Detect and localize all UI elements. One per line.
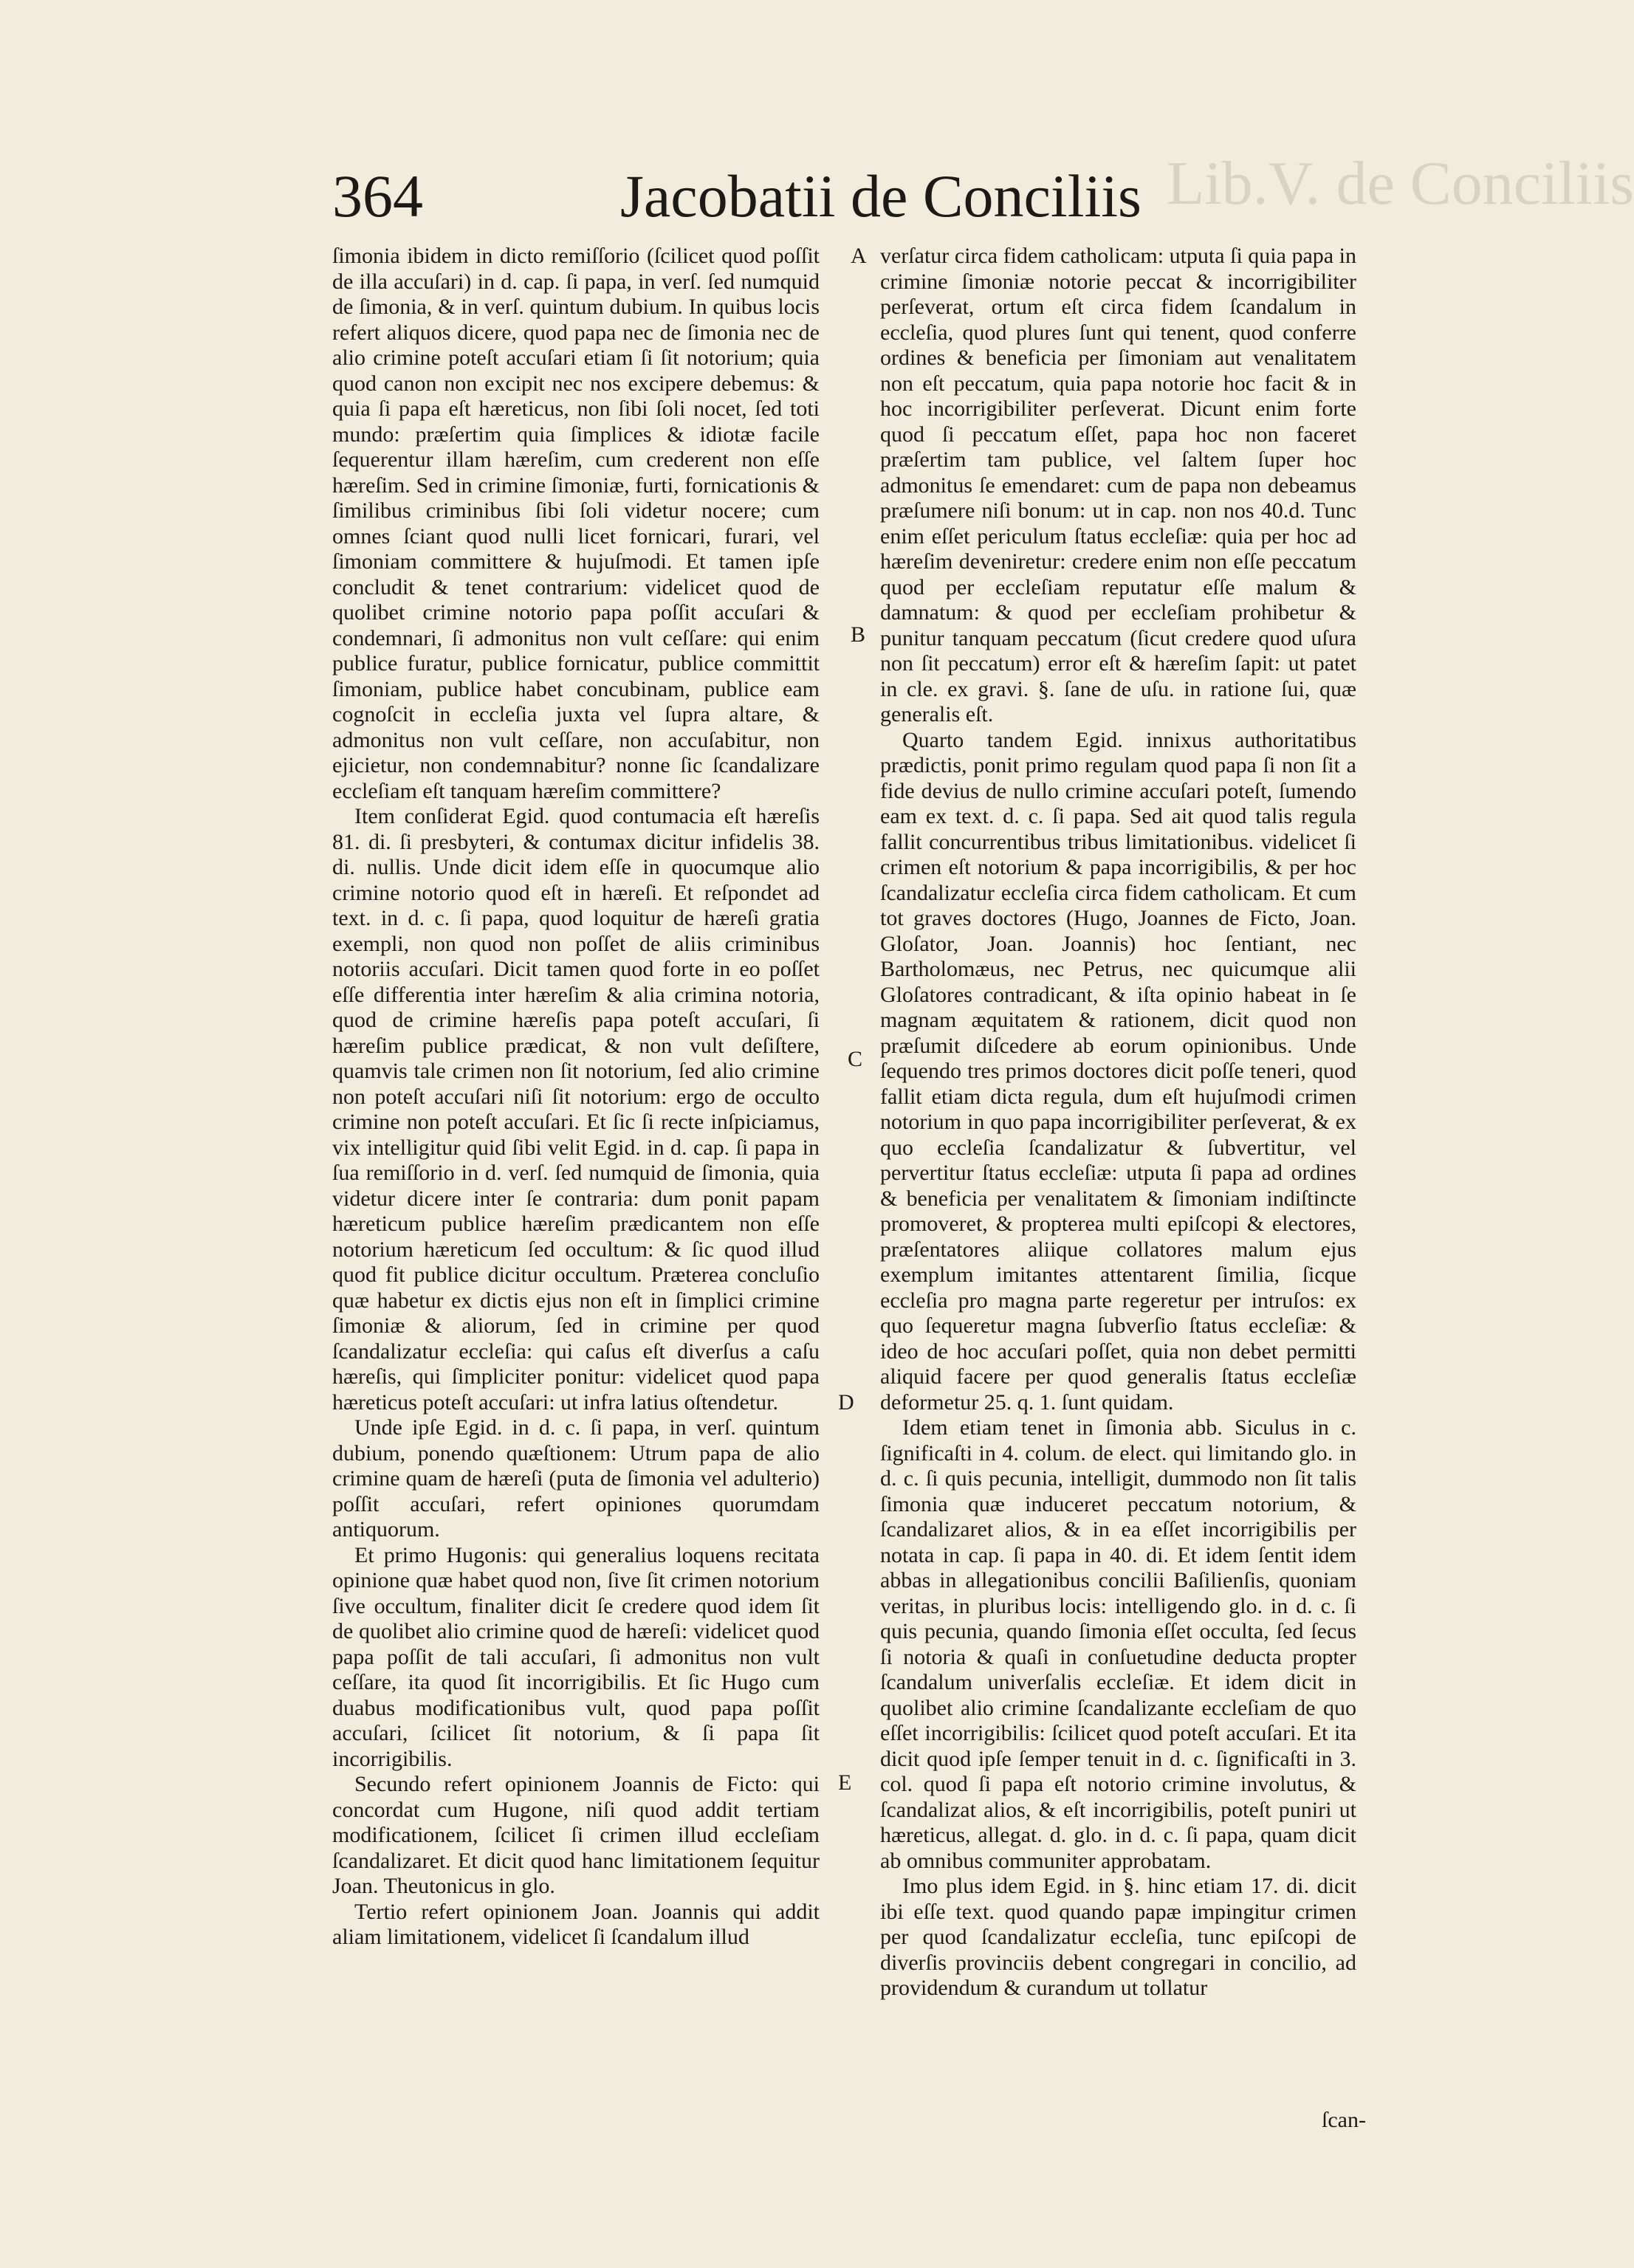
paragraph: Et primo Hugonis: qui generalius loquens recitata opinione quæ habet quod non, ſive ſit crimen notorium ſive occultum, finaliter dicit ſe credere quod idem ſit de quolibet alio crimine quod de hæreſi: videlicet quod papa poſſit de tali accuſari, ſi admonitus non vult ceſſare, ita quod ſit incorrigibilis. Et ſic Hugo cum duabus modificationibus vult, quod papa poſſit accuſari, ſcilicet ſit notorium, & ſi papa ſit incorrigibilis. — [332, 1542, 820, 1771]
margin-marker-b: B — [851, 622, 866, 647]
paragraph: verſatur circa fidem catholicam: utputa ſi quia papa in crimine ſimoniæ notorie peccat & incorrigibiliter perſeverat, ortum eſt circa fidem ſcandalum in eccleſia, quod plures ſunt qui tenent, quod conferre ordines & beneficia per ſimoniam aut venalitatem non eſt peccatum, quia papa notorie hoc facit & in hoc incorrigibiliter perſeverat. Dicunt enim forte quod ſi peccatum eſſet, papa hoc non faceret præſertim tam publice, vel ſaltem ſuper hoc admonitus ſe emendaret: cum de papa non debeamus præſumere niſi bonum: ut in cap. non nos 40.d. Tunc enim eſſet periculum ſtatus eccleſiæ: quia per hoc ad hæreſim deveniretur: credere enim non eſſe peccatum quod per eccleſiam reputatur eſſe malum & damnatum: & quod per eccleſiam prohibetur & punitur tanquam peccatum (ſicut credere quod uſura non ſit peccatum) error eſt & hæreſim ſapit: ut patet in cle. ex gravi. §. ſane de uſu. in ratione ſui, quæ generalis eſt. — [880, 244, 1356, 726]
paragraph: Imo plus idem Egid. in §. hinc etiam 17. di. dicit ibi eſſe text. quod quando papæ impingitur crimen per quod ſcandalizatur eccleſia, tunc epiſcopi de diverſis provinciis debent congregari in concilio, ad providendum & curandum ut tollatur — [880, 1874, 1356, 2000]
left-column — [332, 244, 820, 1951]
catchword: ſcan- — [1322, 2108, 1366, 2132]
paragraph: Item conſiderat Egid. quod contumacia eſt hæreſis 81. di. ſi presbyteri, & contumax dicitur infidelis 38. di. nullis. Unde dicit idem eſſe in quocumque alio crimine notorio quod eſt in hæreſi. Et reſpondet ad text. in d. c. ſi papa, quod loquitur de hæreſi gratia exempli, non quod non poſſet de aliis criminibus notoriis accuſari. Dicit tamen quod forte in eo poſſet eſſe differentia inter hæreſim & alia crimina notoria, quod de crimine hæreſis papa poteſt accuſari, ſi hæreſim publice prædicat, & non vult deſiſtere, quamvis tale crimen non ſit notorium, ſed alio crimine non poteſt accuſari niſi ſit notorium: ergo de occulto crimine non poteſt accuſari. Et ſic ſi recte inſpiciamus, vix intelligitur quid ſibi velit Egid. in d. cap. ſi papa in ſua remiſſorio in d. verſ. ſed numquid de ſimonia, quia videtur dicere inter ſe contraria: dum ponit papam hæreticum publice hæreſim prædicantem non eſſe notorium hæreticum ſed occultum: & ſic quod illud quod fit publice dicitur occultum. Præterea concluſio quæ habetur ex dictis ejus non eſt in ſimplici crimine ſimoniæ & aliorum, ſed in crimine per quod ſcandalizatur eccleſia: qui caſus eſt diverſus a caſu hæreſis, qui ſimpliciter ponitur: videlicet quod papa hæreticus poteſt accuſari: ut infra latius oſtendetur. — [332, 804, 820, 1415]
show-through-title: Lib.V. de Conciliis — [1167, 149, 1634, 218]
paragraph: Idem etiam tenet in ſimonia abb. Siculus in c. ſignificaſti in 4. colum. de elect. qui limitando glo. in d. c. ſi quis pecunia, intelligit, dummodo non ſit talis ſimonia quæ induceret peccatum notorium, & ſcandalizaret alios, & in ea eſſet incorrigibilis per notata in cap. ſi papa in 40. di. Et idem ſentit idem abbas in allegationibus concilii Baſilienſis, quoniam veritas, in pluribus locis: intelligendo glo. in d. c. ſi quis pecunia, quando ſimonia eſſet occulta, ſed ſecus ſi notoria & quaſi in conſuetudine deducta propter ſcandalum univerſalis eccleſiæ. Et idem dicit in quolibet alio crimine ſcandalizante eccleſiam de quo eſſet incorrigibilis: ſcilicet quod poteſt accuſari. Et ita dicit quod ipſe ſemper tenuit in d. c. ſignificaſti in 3. col. quod ſi papa eſt notorio crimine involutus, & ſcandalizat alios, & eſt incorrigibilis, poteſt puniri ut hæreticus, allegat. d. glo. in d. c. ſi papa, quam dicit ab omnibus communiter approbatam. — [880, 1415, 1356, 1873]
paragraph: ſimonia ibidem in dicto remiſſorio (ſcilicet quod poſſit de illa accuſari) in d. cap. ſi papa, in verſ. ſed numquid de ſimonia, & in verſ. quintum dubium. In quibus locis refert aliquos dicere, quod papa nec de ſimonia nec de alio crimine poteſt accuſari etiam ſi ſit notorium; quia quod canon non excipit nec nos excipere debemus: & quia ſi papa eſt hæreticus, non ſibi ſoli nocet, ſed toti mundo: præſertim quia ſimplices & idiotæ facile ſequerentur illam hæreſim, cum crederent non eſſe hæreſim. Sed in crimine ſimoniæ, furti, fornicationis & ſimilibus criminibus ſibi ſoli videtur nocere; cum omnes ſciant quod nulli licet fornicari, furari, vel ſimoniam committere & hujuſmodi. Et tamen ipſe concludit & tenet contrarium: videlicet quod de quolibet crimine notorio papa poſſit accuſari & condemnari, ſi admonitus non vult ceſſare: qui enim publice furatur, publice fornicatur, publice committit ſimoniam, publice habet concubinam, publice eam cognoſcit in eccleſia juxta vel ſupra altare, & admonitus non vult ceſſare, non accuſabitur, non ejicietur, non condemnabitur? nonne ſic ſcandalizare eccleſiam eſt tanquam hæreſim committere? — [332, 244, 820, 803]
right-column — [880, 244, 1356, 2001]
margin-marker-c: C — [848, 1047, 863, 1071]
paragraph: Unde ipſe Egid. in d. c. ſi papa, in verſ. quintum dubium, ponendo quæſtionem: Utrum papa de alio crimine quam de hæreſi (puta de ſimonia vel adulterio) poſſit accuſari, refert opiniones quorumdam antiquorum. — [332, 1415, 820, 1542]
running-title: Jacobatii de Conciliis — [620, 162, 1142, 230]
margin-marker-d: D — [838, 1390, 854, 1415]
page-header — [332, 162, 1366, 247]
paragraph: Tertio refert opinionem Joan. Joannis qui addit aliam limitationem, videlicet ſi ſcandalum illud — [332, 1899, 820, 1949]
margin-marker-a: A — [851, 244, 867, 268]
paragraph: Secundo refert opinionem Joannis de Ficto: qui concordat cum Hugone, niſi quod addit tertiam modificationem, ſcilicet ſi crimen illud eccleſiam ſcandalizaret. Et dicit quod hanc limitationem ſequitur Joan. Theutonicus in glo. — [332, 1772, 820, 1898]
margin-marker-e: E — [838, 1770, 852, 1795]
page-number: 364 — [332, 162, 423, 230]
paragraph: Quarto tandem Egid. innixus authoritatibus prædictis, ponit primo regulam quod papa ſi non ſit a fide devius de nullo crimine accuſari poteſt, ſumendo eam ex text. d. c. ſi papa. Sed ait quod talis regula fallit concurrentibus tribus limitationibus. videlicet ſi crimen eſt notorium & papa incorrigibilis, & per hoc ſcandalizatur eccleſia circa fidem catholicam. Et cum tot graves doctores (Hugo, Joannes de Ficto, Joan. Gloſator, Joan. Joannis) hoc ſentiant, nec Bartholomæus, nec Petrus, nec quicumque alii Gloſatores contradicant, & iſta opinio habeat in ſe magnam æquitatem & rationem, dicit quod non præſumit diſcedere ab eorum opinionibus. Unde ſequendo tres primos doctores dicit poſſe teneri, quod fallit etiam dicta regula, dum eſt hujuſmodi crimen notorium in quo papa incorrigibiliter perſeverat, & ex quo eccleſia ſcandalizatur & ſubvertitur, vel pervertitur ſtatus eccleſiæ: utputa ſi papa ad ordines & beneficia per venalitatem & ſimoniam indiſtincte promoveret, & propterea multi epiſcopi & electores, præſentatores aliique collatores malum ejus exemplum imitantes attentarent ſimilia, ſicque eccleſia pro magna parte regeretur per intruſos: ex quo ſequeretur magna ſubverſio ſtatus eccleſiæ: & ideo de hoc accuſari poſſet, quia non debet permitti aliquid facere per quod generalis ſtatus eccleſiæ deformetur 25. q. 1. ſunt quidam. — [880, 727, 1356, 1415]
